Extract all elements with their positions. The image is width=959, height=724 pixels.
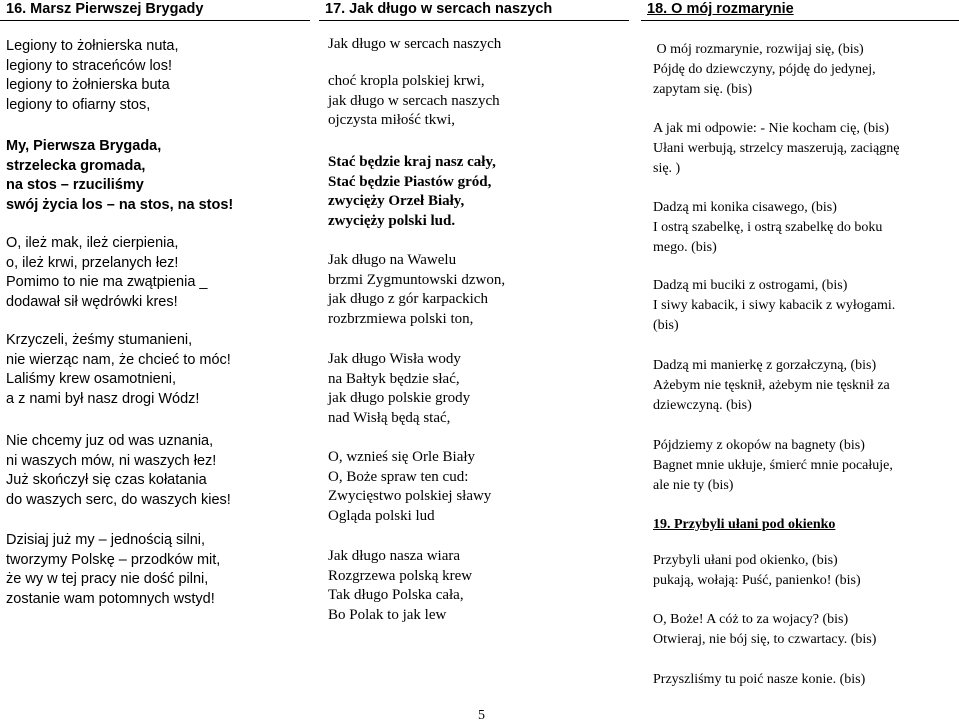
song-17-stanza-5 (328, 547, 472, 625)
verse-line: legiony to ofiarny stos, (6, 96, 151, 113)
song-16-stanza-1 (6, 37, 179, 115)
song-18-heading: 18. O mój rozmarynie (641, 0, 959, 21)
song-17-stanza-4 (328, 448, 491, 526)
verse-line: Krzyczeli, żeśmy stumanieni, (6, 332, 193, 348)
verse-line: Przybyli ułani pod okienko, (bis) (653, 553, 838, 568)
verse-line: O, wznieś się Orle Biały (328, 449, 476, 465)
verse-line: zapytam się. (bis) (653, 81, 753, 97)
verse-line: legiony to żołnierska buta (6, 77, 170, 93)
song-16-stanza-4 (6, 432, 231, 510)
verse-line: Pomimo to nie ma zwątpienia _ (6, 274, 208, 290)
verse-line: że wy w tej pracy nie dość pilni, (6, 571, 209, 587)
verse-line: O, ileż mak, ileż cierpienia, (6, 235, 179, 251)
verse-line: A jak mi odpowie: - Nie kocham cię, (bis) (653, 121, 889, 136)
verse-line: nie wierząc nam, że chcieć to móc! (6, 351, 231, 368)
page-number: 5 (478, 708, 485, 723)
verse-line: na stos – rzuciliśmy (6, 177, 144, 193)
verse-line: Laliśmy krew osamotnieni, (6, 371, 177, 387)
column-song-16 (0, 0, 310, 607)
verse-line: ni waszych mów, ni waszych łez! (6, 452, 217, 469)
verse-line: nad Wisłą będą stać, (328, 409, 451, 426)
verse-line: zostanie wam potomnych wstyd! (6, 590, 215, 607)
verse-line: I siwy kabacik, i siwy kabacik z wyłogami. (653, 297, 896, 313)
verse-line: legiony to straceńców los! (6, 57, 173, 74)
song-19-heading: 19. Przybyli ułani pod okienko (653, 517, 836, 532)
verse-line: Otwieraj, nie bój się, to czwartacy. (bis) (653, 631, 877, 647)
verse-line: zwycięży polski lud. (328, 212, 456, 229)
verse-line: Jak długo na Wawelu (328, 252, 457, 268)
verse-line: Bagnet mnie ukłuje, śmierć mnie pocałuje, (653, 457, 893, 473)
verse-line: Dadzą mi manierkę z gorzałczyną, (bis) (653, 358, 877, 373)
verse-line: Legiony to żołnierska nuta, (6, 38, 179, 54)
verse-line: (bis) (653, 317, 679, 333)
verse-line: Stać będzie Piastów gród, (328, 173, 492, 190)
verse-line: jak długo z gór karpackich (328, 291, 488, 307)
verse-line: My, Pierwsza Brygada, (6, 138, 162, 154)
verse-line: Zwycięstwo polskiej sławy (328, 488, 492, 504)
song-17-stanza-1 (328, 72, 500, 131)
song-16-chorus (6, 137, 233, 215)
verse-line: jak długo polskie grody (328, 390, 471, 406)
verse-line: Jak długo nasza wiara (328, 548, 461, 564)
song-18-stanza-6 (653, 436, 893, 495)
verse-line: Pójdę do dziewczyny, pójdę do jedynej, (653, 61, 876, 77)
verse-line: tworzymy Polskę – przodków mit, (6, 551, 221, 568)
verse-line: się. ) (653, 160, 681, 176)
column-song-18 (641, 0, 959, 687)
verse-line: Jak długo w sercach naszych (328, 36, 502, 52)
song-16-stanza-5 (6, 531, 220, 609)
verse-line: Dadzą mi konika cisawego, (bis) (653, 200, 837, 215)
verse-line: dodawał sił wędrówki kres! (6, 293, 178, 310)
verse-line: choć kropla polskiej krwi, (328, 73, 485, 89)
song-18-stanza-3 (653, 198, 882, 257)
song-16-heading: 16. Marsz Pierwszej Brygady (0, 0, 310, 21)
song-18-stanza-4 (653, 276, 895, 335)
song-19-stanza-1 (653, 551, 861, 591)
verse-line: Ułani werbują, strzelcy maszerują, zaciągnę (653, 140, 900, 156)
verse-line: Ażebym nie tęsknił, ażebym nie tęsknił za (653, 377, 890, 393)
verse-line: Bo Polak to jak lew (328, 606, 447, 623)
verse-line: brzmi Zygmuntowski dzwon, (328, 271, 506, 288)
verse-line: O, Boże spraw ten cud: (328, 468, 469, 485)
verse-line: jak długo w sercach naszych (328, 92, 500, 109)
verse-line: O, Boże! A cóż to za wojacy? (bis) (653, 612, 849, 627)
song-16-stanza-3 (6, 331, 231, 409)
song-17-title-line (328, 35, 501, 55)
verse-line: strzelecka gromada, (6, 157, 146, 174)
verse-line: zwycięży Orzeł Biały, (328, 193, 465, 209)
verse-line: ale nie ty (bis) (653, 477, 734, 493)
verse-line: O mój rozmarynie, rozwijaj się, (bis) (653, 42, 864, 57)
song-18-stanza-1 (653, 40, 876, 99)
verse-line: a z nami był nasz drogi Wódz! (6, 390, 200, 407)
song-17-stanza-3 (328, 350, 470, 428)
verse-line: pukają, wołają: Puść, panienko! (bis) (653, 572, 861, 588)
verse-line: swój życia los – na stos, na stos! (6, 196, 234, 213)
verse-line: na Bałtyk będzie słać, (328, 370, 460, 387)
song-17-stanza-2 (328, 251, 505, 329)
verse-line: Dzisiaj już my – jednością silni, (6, 532, 206, 548)
column-song-17 (319, 0, 629, 623)
verse-line: Pójdziemy z okopów na bagnety (bis) (653, 438, 865, 453)
verse-line: Stać będzie kraj nasz cały, (328, 154, 496, 170)
song-17-chorus (328, 153, 496, 231)
verse-line: Rozgrzewa polską krew (328, 567, 473, 584)
song-17-heading: 17. Jak długo w sercach naszych (319, 0, 629, 21)
verse-line: Już skończył się czas kołatania (6, 472, 207, 488)
verse-line: rozbrzmiewa polski ton, (328, 310, 474, 327)
verse-line: o, ileż krwi, przelanych łez! (6, 254, 179, 271)
verse-line: dziewczyną. (bis) (653, 397, 752, 413)
song-19-stanza-3 (653, 670, 865, 690)
song-19-stanza-2 (653, 610, 876, 650)
song-18-stanza-5 (653, 356, 890, 415)
verse-line: I ostrą szabelkę, i ostrą szabelkę do boku (653, 219, 883, 235)
song-16-stanza-2 (6, 234, 208, 312)
song-18-stanza-2 (653, 119, 899, 178)
verse-line: Jak długo Wisła wody (328, 351, 461, 367)
verse-line: Ogląda polski lud (328, 507, 435, 524)
verse-line: ojczysta miłość tkwi, (328, 112, 456, 128)
verse-line: do waszych serc, do waszych kies! (6, 491, 231, 508)
verse-line: Dadzą mi buciki z ostrogami, (bis) (653, 278, 848, 293)
verse-line: Nie chcemy juz od was uznania, (6, 433, 214, 449)
verse-line: Przyszliśmy tu poić nasze konie. (bis) (653, 672, 866, 687)
verse-line: Tak długo Polska cała, (328, 587, 464, 603)
verse-line: mego. (bis) (653, 239, 717, 255)
